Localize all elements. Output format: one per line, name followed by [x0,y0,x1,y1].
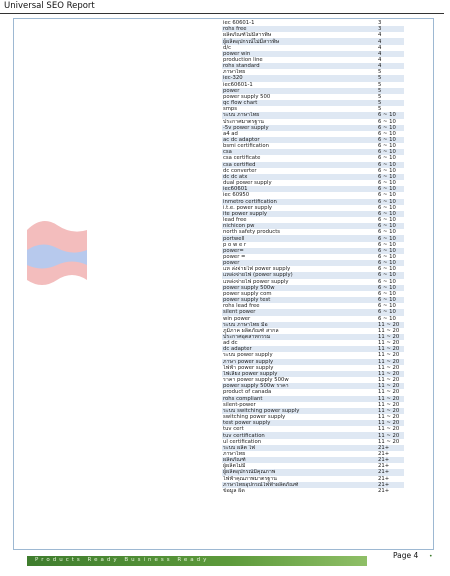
keyword-term: ประกาศมาตรฐาน [223,118,264,125]
keyword-term: ad dc [223,340,238,347]
keyword-term: rohs free [222,26,378,32]
keyword-count: 4 [378,44,382,51]
keyword-term: power [222,260,378,266]
keyword-count: 6 ~ 10 [378,297,404,303]
keyword-count: 11 ~ 20 [378,432,404,438]
page-number: Page 4 [393,551,419,560]
keyword-term: a4 ad [223,130,238,137]
keyword-count: 21+ [378,475,390,482]
keyword-count: 6 ~ 10 [378,290,396,297]
keyword-count: 11 ~ 20 [378,383,404,389]
keyword-count: 6 ~ 10 [378,248,404,254]
keyword-term: ราคา power supply 500w [223,377,289,384]
report-title: Universal SEO Report [4,1,95,11]
keyword-term: ระบบ ภาษาไทย [222,112,378,118]
keyword-term: iec-320 [222,75,378,81]
keyword-term: ภาษา power supply [222,359,378,365]
keyword-count: 6 ~ 10 [378,285,404,291]
keyword-count: 6 ~ 10 [378,235,404,241]
keyword-term: csa certified [222,162,378,168]
keyword-count: 5 [378,88,404,94]
keyword-count: 6 ~ 10 [378,118,396,125]
keyword-term: tuv cert [223,426,244,433]
keyword-term: power win [222,51,378,57]
keyword-term: power supply com [223,290,272,297]
keyword-count: 11 ~ 20 [378,334,404,340]
keyword-count: 11 ~ 20 [378,340,400,347]
keyword-count: 5 [378,75,404,81]
keyword-count: 11 ~ 20 [378,322,404,328]
keyword-term: power= [222,248,378,254]
keyword-count: 6 ~ 10 [378,186,404,192]
keyword-term: ite power supply [222,211,378,217]
keyword-term: ภาษาไทยอุปกรณ์ไฟฟ้าผลิตภัณฑ์ [222,482,378,488]
keyword-count: 6 ~ 10 [378,125,404,131]
keyword-count: 21+ [378,457,404,463]
keyword-term: nichicon pw [222,223,378,229]
keyword-term: ผลิตภัณฑ์ [222,457,378,463]
keyword-count: 6 ~ 10 [378,130,396,137]
keyword-count: 6 ~ 10 [378,315,396,322]
keyword-count: 11 ~ 20 [378,396,404,402]
keyword-term: dc dc atx [222,174,378,180]
keyword-term: rohs standard [222,63,378,69]
keyword-count: 11 ~ 20 [378,327,400,334]
keyword-count: 4 [378,32,382,39]
keyword-count: 6 ~ 10 [378,137,404,143]
keyword-count: 21+ [378,463,390,470]
keyword-term: bsmi certification [223,143,269,150]
keyword-count: 6 ~ 10 [378,223,404,229]
keyword-term: dc converter [223,167,257,174]
keyword-count: 6 ~ 10 [378,167,396,174]
keyword-table [222,20,404,494]
keyword-term: production line [223,56,263,63]
keyword-term: smps [223,106,238,113]
keyword-term: iec 60950 [223,192,250,199]
keyword-term: แหล่งจ่ายไฟ (power supply) [222,272,378,278]
keyword-term: inmetro certification [222,199,378,205]
keyword-term: i.t.e. power supply [223,204,273,211]
keyword-term: ac dc adaptor [222,137,378,143]
keyword-term: win power [223,315,251,322]
keyword-term: แหล่งจ่ายไฟ power supply [223,278,289,285]
keyword-count: 6 ~ 10 [378,211,404,217]
keyword-count: 11 ~ 20 [378,401,400,408]
keyword-term: iec 60601-1 [223,20,255,27]
keyword-count: 4 [378,63,404,69]
keyword-term: csa certificate [223,155,261,162]
keyword-term: switching power supply [223,414,286,421]
keyword-count: 3 [378,20,382,27]
keyword-count: 11 ~ 20 [378,364,400,371]
keyword-count: 5 [378,69,382,76]
keyword-term: ผู้ผลิตอุปกรณ์มีคุณภาพ [222,469,378,475]
keyword-term: portwell [222,235,378,241]
keyword-term: ผู้ผลิตไม่มี [223,463,246,470]
report-header [0,0,450,14]
keyword-count: 6 ~ 10 [378,112,404,118]
keyword-term: ไฟเลี้ยง power supply [222,371,378,377]
keyword-count: 6 ~ 10 [378,229,396,236]
keyword-term: ภูมิภาค ผลิตภัณฑ์ สากล [223,327,279,334]
keyword-count: 6 ~ 10 [378,217,396,224]
keyword-count: 11 ~ 20 [378,426,400,433]
keyword-term: ไฟฟ้า power supply [223,364,274,371]
keyword-count: 11 ~ 20 [378,389,400,396]
keyword-count: 11 ~ 20 [378,377,400,384]
keyword-count: 6 ~ 10 [378,253,396,260]
keyword-count: 6 ~ 10 [378,303,396,310]
keyword-row [222,488,404,494]
keyword-term: ประกาศอุตสาหกรรม [222,334,378,340]
keyword-count: 11 ~ 20 [378,359,404,365]
keyword-count: 11 ~ 20 [378,346,404,352]
keyword-term: tuv certification [222,432,378,438]
keyword-term: power supply 500w ราคา [222,383,378,389]
keyword-count: 21+ [378,482,404,488]
keyword-count: 5 [378,93,382,100]
keyword-count: 6 ~ 10 [378,149,404,155]
keyword-count: 6 ~ 10 [378,266,396,273]
keyword-term: silent power [222,309,378,315]
keyword-term: ระบบ ภาษาไทย มือ [222,322,378,328]
keyword-term: product of canada [223,389,272,396]
keyword-term: power supply 500w [222,285,378,291]
keyword-term: ผู้ผลิตอุปกรณ์ไม่มีสารพิษ [222,38,378,44]
keyword-term: qc flow chart [222,100,378,106]
keyword-term: ระบบ power supply [223,352,273,359]
keyword-count: 6 ~ 10 [378,272,404,278]
keyword-count: 4 [378,51,404,57]
keyword-term: north safety products [223,229,281,236]
keyword-count: 6 ~ 10 [378,260,404,266]
footer-tagline: Products Ready Business Ready [35,557,210,563]
keyword-count: 11 ~ 20 [378,438,400,445]
keyword-term: rohs lead free [223,303,260,310]
keyword-term: ผลิตภัณฑ์ไม่มีสารพิษ [223,32,272,39]
keyword-term: silent-power [223,401,256,408]
keyword-count: 11 ~ 20 [378,408,404,414]
keyword-term: ไฟฟ้าคุณภาพมาตรฐาน [223,475,277,482]
keyword-term: power supply test [222,297,378,303]
keyword-term: ข้อมูล ผิด [223,487,245,494]
keyword-count: 4 [378,56,382,63]
keyword-count: 6 ~ 10 [378,155,396,162]
keyword-term: ภาษาไทย [223,450,246,457]
keyword-term: ภาษาไทย [223,69,246,76]
keyword-count: 11 ~ 20 [378,420,404,426]
keyword-count: 6 ~ 10 [378,143,396,150]
keyword-count: 21+ [378,450,390,457]
keyword-count: 6 ~ 10 [378,204,396,211]
keyword-count: 6 ~ 10 [378,278,396,285]
keyword-term: ul certification [223,438,262,445]
keyword-term: power supply 500 [223,93,271,100]
keyword-count: 5 [378,81,382,88]
footer-banner [27,556,367,566]
keyword-count: 5 [378,106,382,113]
keyword-term: test power supply [222,420,378,426]
keyword-count: 21+ [378,469,404,475]
keyword-term: power = [223,253,246,260]
keyword-count: 6 ~ 10 [378,199,404,205]
keyword-term: dc adapter [222,346,378,352]
keyword-count: 6 ~ 10 [378,174,404,180]
keyword-count: 6 ~ 10 [378,180,396,187]
keyword-count: 21+ [378,487,390,494]
keyword-term: csa [222,149,378,155]
decorative-flag-watermark [22,210,92,300]
keyword-term: p o w e r [223,241,247,248]
keyword-term: dual power supply [223,180,272,187]
keyword-term: แห ล่งจ่ายไฟ power supply [223,266,291,273]
keyword-count: 11 ~ 20 [378,371,404,377]
keyword-term: iec60601 [222,186,378,192]
keyword-count: 6 ~ 10 [378,162,404,168]
keyword-count: 11 ~ 20 [378,414,400,421]
keyword-count: 3 [378,26,404,32]
keyword-term: -5v power supply [222,125,378,131]
keyword-term: ระบบ switching power supply [222,408,378,414]
keyword-term: ระบบ ผลิต ไฟ [222,445,378,451]
header-divider [0,13,444,14]
keyword-count: 4 [378,38,404,44]
keyword-term: lead free [223,217,247,224]
keyword-count: 11 ~ 20 [378,352,400,359]
keyword-count: 5 [378,100,404,106]
keyword-count: 6 ~ 10 [378,309,404,315]
keyword-term: rohs compliant [222,396,378,402]
keyword-count: 6 ~ 10 [378,241,396,248]
keyword-count: 21+ [378,445,404,451]
keyword-count: 6 ~ 10 [378,192,396,199]
page-marker-icon: • [429,553,433,560]
keyword-term: power [222,88,378,94]
keyword-term: iec60601-1 [223,81,253,88]
keyword-term: d/c [223,44,232,51]
